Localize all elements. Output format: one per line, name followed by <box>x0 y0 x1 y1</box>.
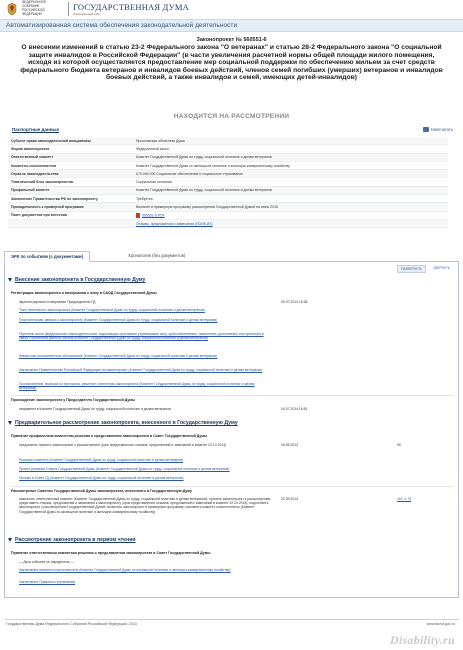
site-title: ГОСУДАРСТВЕННАЯ ДУМА <box>73 2 189 12</box>
site-subtitle: Официальный сайт <box>73 12 101 16</box>
passport-row: Заключение Правительства РФ по законопроекту Требуется <box>8 195 448 203</box>
event-number-link[interactable]: 161, п.73 <box>397 497 412 501</box>
bill-title: О внесении изменений в статью 23-2 Федерального закона "О ветеранах" и статью 28-2 Федерального закона "О социальной защите инвалидов в Российской Федерации" (в части увеличения расчетной нормы общей площади жилого помещения, исходя из которой осуществляется предоставление мер социальной поддержки по обеспечению жильем за счет средств федерального бюджета ветеранов и инвалидов боевых действий, членов семей погибших (умерших) ветеранов и инвалидов боевых действий, а также инвалидов и семей, имеющих детей-инвалидов) <box>20 44 443 82</box>
feedback-link[interactable]: Отзывы, предложения и замечания (ПОИК.ИЗ) <box>136 221 213 226</box>
watermark: Disability.ru <box>389 633 455 647</box>
event-action: предложить принять законопроект к рассмотрению (срок представления отзывов, предложений и замечаний в комитет 22.10.2014) <box>19 443 227 447</box>
event-date: 03.07.2014 15:38 <box>281 300 308 304</box>
event-title: Прохождение законопроекта у Председателя Государственной Думы <box>11 398 136 402</box>
event-date: 16.09.2014 <box>281 443 298 447</box>
stage-preliminary[interactable]: Предварительное рассмотрение законопроекта, внесенного в Государственную Думу <box>15 420 238 426</box>
event-date: 04.07.2014 16:51 <box>281 407 308 411</box>
event-number: 99 <box>397 443 401 447</box>
coat-of-arms-icon <box>6 2 18 16</box>
events-pane <box>4 262 459 598</box>
event-date: 22.09.2014 <box>281 497 298 501</box>
pdf-icon <box>136 213 140 218</box>
expand-all-button[interactable]: РАЗВЕРНУТЬ <box>397 265 426 273</box>
doc-link[interactable]: Заключение комитета-соисполнителя (Комитет Государственной Думы по жилищной политике и жилищно-коммунальному хозяйству) <box>19 568 231 572</box>
print-label: Напечатать <box>430 127 453 132</box>
collapse-all-button[interactable]: СВЕРНУТЬ <box>432 266 450 270</box>
passport-row: Комитеты-соисполнители Комитет Государственной Думы по жилищной политике и жилищно-коммунальному хозяйству <box>8 162 448 170</box>
doc-link[interactable]: Письмо в Совет ГД (Комитет Государственной Думы по труду, социальной политике и делам ветеранов) <box>19 476 184 480</box>
event-title: Рассмотрение Советом Государственной Думы законопроекта, внесенного в Государственную Думу <box>11 489 192 493</box>
printer-icon <box>423 127 429 132</box>
bill-status: НАХОДИТСЯ НА РАССМОТРЕНИИ <box>173 113 290 120</box>
org-name: ФЕДЕРАЛЬНОЕ СОБРАНИЕ РОССИЙСКОЙ ФЕДЕРАЦИИ <box>22 0 47 16</box>
passport-row <box>8 220 448 228</box>
event-title: Регистрация законопроекта и материалов к нему в САОД Государственной Думы <box>11 291 157 295</box>
footer-copyright: Государственная Дума Федерального Собрания Российской Федерации, 2015 <box>6 622 137 626</box>
doc-link[interactable]: Пояснительная записка к законопроекту (Комитет Государственной Думы по труду, социальной политике и делам ветеранов) <box>19 318 218 322</box>
doc-link[interactable]: Постановление, выписка из протокола, решение о внесении законопроекта (Комитет Государственной Думы по труду, социальной политике и делам ветеранов) <box>19 382 255 391</box>
doc-link[interactable]: Проект решения Совета Государственной Думы (Комитет Государственной Думы по труду, социальной политике и делам ветеранов) <box>19 467 230 471</box>
event-title: Принятие профильным комитетом решения о представлении законопроекта в Совет Государственной Думы <box>11 434 208 438</box>
doc-link[interactable]: Заключение Правового управления <box>19 580 76 584</box>
tab-chronology[interactable]: Хронология (без документов) <box>128 253 186 258</box>
site-logo[interactable] <box>68 2 189 16</box>
doc-package-link[interactable]: 560551-6.PDF <box>136 213 448 218</box>
collapse-arrow-icon[interactable] <box>8 421 12 425</box>
print-button[interactable] <box>423 127 453 132</box>
collapse-arrow-icon[interactable] <box>8 538 12 542</box>
event-title: Принятие ответственным комитетом решения о представлении законопроекта в Совет Государственной Думы <box>11 551 211 555</box>
passport-row: Принадлежность к примерной программе Включен в примерную программу рассмотрения Государственной Думой на июнь 2015 <box>8 203 448 211</box>
passport-row: Форма законопроекта Федеральный закон <box>8 145 448 153</box>
collapse-arrow-icon[interactable] <box>8 278 12 282</box>
doc-link[interactable]: Решение комитета (Комитет Государственной Думы по труду, социальной политике и делам ветеранов) <box>19 458 184 462</box>
site-footer <box>0 603 463 650</box>
event-action: назначить ответственный комитет (Комитет Государственной Думы по труду, социальной политике и делам ветеранов); принять законопроект к рассмотрению; представить отзывы, предложения и замечания к законопроекту (срок представления отзывов, предложений и замечаний в комитет 22.10.2014); подготовить законопроект к рассмотрению Государственной Думой; включить законопроект в примерную программу; назначить комитет-соисполнитель (Комитет Государственной Думы по жилищной политике и жилищно-коммунальному хозяйству) <box>19 497 272 514</box>
doc-link[interactable]: Финансово-экономическое обоснование (Комитет Государственной Думы по труду, социальной политике и делам ветеранов) <box>19 354 218 358</box>
passport-row: Пакет документов при внесении 560551-6.PDF <box>8 212 448 220</box>
site-header <box>0 0 463 18</box>
event-date-undefined: — Дата события не определена — <box>19 560 74 564</box>
passport-header <box>12 127 453 136</box>
doc-link[interactable]: Заключение Правительства Российской Федерации на законопроект (Комитет Государственной Думы по труду, социальной политике и делам ветеранов) <box>19 368 263 372</box>
doc-link[interactable]: Текст внесенного законопроекта (Комитет Государственной Думы по труду, социальной политике и делам ветеранов) <box>19 308 205 312</box>
event-action: направлен в Комитет Государственной Думы по труду, социальной политике и делам ветеранов <box>19 407 171 411</box>
system-bar: Автоматизированная система обеспечения законодательной деятельности <box>0 19 463 32</box>
passport-table <box>8 137 448 228</box>
passport-row: Тематический блок законопроектов Социальная политика <box>8 178 448 186</box>
bill-number: Законопроект № 560551-6 <box>196 37 267 43</box>
tab-bar <box>4 251 459 262</box>
divider <box>11 486 454 487</box>
passport-title[interactable]: Паспортные данные <box>12 127 60 132</box>
stage-introduction[interactable]: Внесение законопроекта в Государственную Думу <box>15 277 146 283</box>
passport-row: Ответственный комитет Комитет Государственной Думы по труду, социальной политике и делам ветеранов <box>8 154 448 162</box>
passport-row: Отрасль законодательства 070.060.000 Социальное обеспечение и социальное страхование <box>8 170 448 178</box>
stage-first-reading[interactable]: Рассмотрение законопроекта в первом чтении <box>15 537 136 543</box>
event-action: зарегистрирован и направлен Председателю ГД <box>19 300 96 304</box>
doc-link[interactable]: Перечень актов федерального законодательства, подлежащих признанию утратившими силу, приостановлению, изменению, дополнению или принятию в связи с принятием данного закона (Комитет Государственной Думы по труду, социальной политике и делам ветеранов) <box>19 332 264 341</box>
passport-row: Субъект права законодательной инициативы Ярославская областная Дума <box>8 137 448 145</box>
tab-events[interactable]: ЭРК по событиям (с документами) <box>4 251 90 262</box>
divider <box>11 395 454 396</box>
passport-row: Профильный комитет Комитет Государственной Думы по труду, социальной политике и делам ветеранов <box>8 187 448 195</box>
footer-divider <box>4 619 459 620</box>
footer-site-link[interactable]: www.duma.gov.ru <box>426 622 455 626</box>
